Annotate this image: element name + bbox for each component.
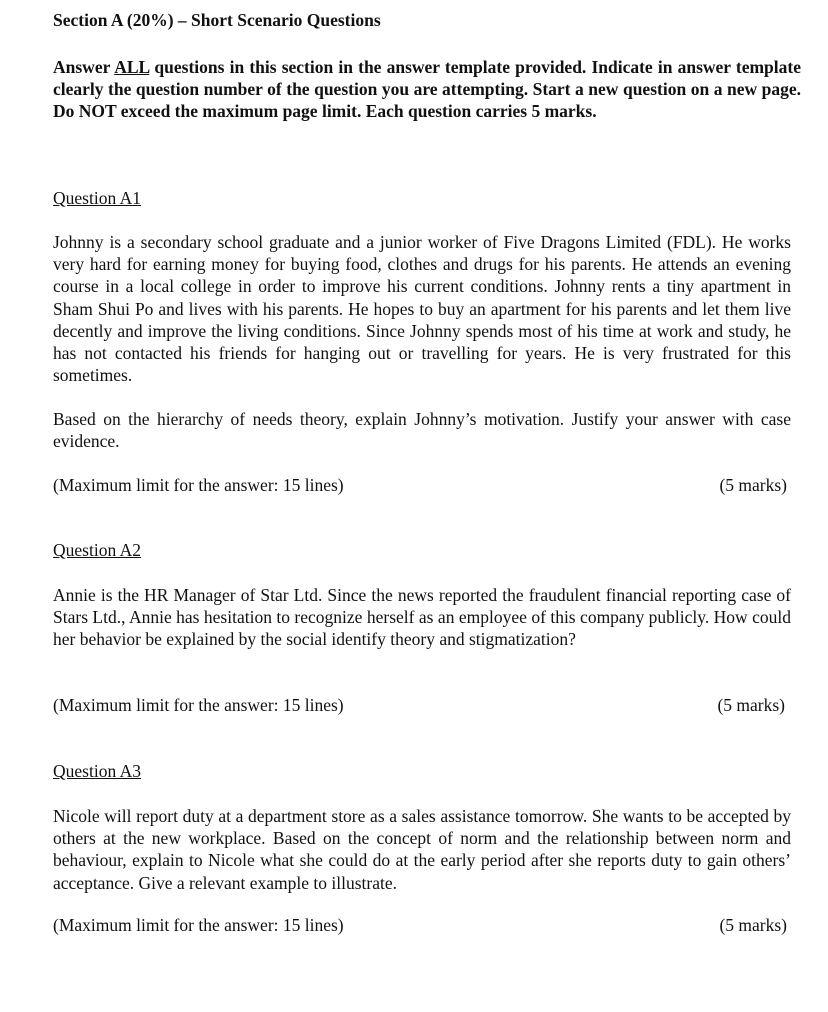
question-a2-marks: (5 marks) (717, 695, 785, 715)
question-a1-heading: Question A1 (53, 188, 141, 208)
section-instructions (53, 56, 801, 122)
question-a1-task: Based on the hierarchy of needs theory, explain Johnny’s motivation. Justify your answer with case evidence. (53, 409, 791, 452)
question-a1-marks: (5 marks) (719, 475, 787, 495)
question-a3-scenario: Nicole will report duty at a department store as a sales assistance tomorrow. She wants to be accepted by others at the new workplace. Based on the concept of norm and the relationship between norm and behaviour, explain to Nicole what she could do at the early period after she reports duty to gain others’ acceptance. Give a relevant example to illustrate. (53, 806, 791, 893)
instructions-suffix: questions in this section in the answer template provided. Indicate in answer template clearly the question number of the question you are attempting. Start a new question on a new page. Do NOT exceed the maximum page limit. Each question carries 5 marks. (53, 57, 801, 121)
question-a1-footer (53, 475, 787, 496)
question-a3-heading: Question A3 (53, 761, 141, 781)
instructions-emphasis: ALL (114, 57, 150, 77)
question-a1-limit: (Maximum limit for the answer: 15 lines) (53, 475, 344, 495)
question-a1-scenario: Johnny is a secondary school graduate and a junior worker of Five Dragons Limited (FDL). He works very hard for earning money for buying food, clothes and drugs for his parents. He attends an evening course in a local college in order to improve his current conditions. Johnny rents a tiny apartment in Sham Shui Po and lives with his parents. He hopes to buy an apartment for his parents and let them live decently and improve the living conditions. Since Johnny spends most of his time at work and study, he has not contacted his friends for hanging out or travelling for years. He is very frustrated for this sometimes. (53, 232, 791, 386)
question-a2-footer (53, 695, 785, 716)
question-a3-footer (53, 915, 787, 936)
section-title: Section A (20%) – Short Scenario Questions (53, 10, 381, 30)
question-a3-marks: (5 marks) (719, 915, 787, 935)
question-a2-limit: (Maximum limit for the answer: 15 lines) (53, 695, 344, 715)
instructions-prefix: Answer (53, 57, 115, 77)
question-a2-scenario: Annie is the HR Manager of Star Ltd. Since the news reported the fraudulent financial reporting case of Stars Ltd., Annie has hesitation to recognize herself as an employee of this company publicly. How could her behavior be explained by the social identify theory and stigmatization? (53, 585, 791, 650)
question-a2-heading: Question A2 (53, 540, 141, 560)
question-a3-limit: (Maximum limit for the answer: 15 lines) (53, 915, 344, 935)
